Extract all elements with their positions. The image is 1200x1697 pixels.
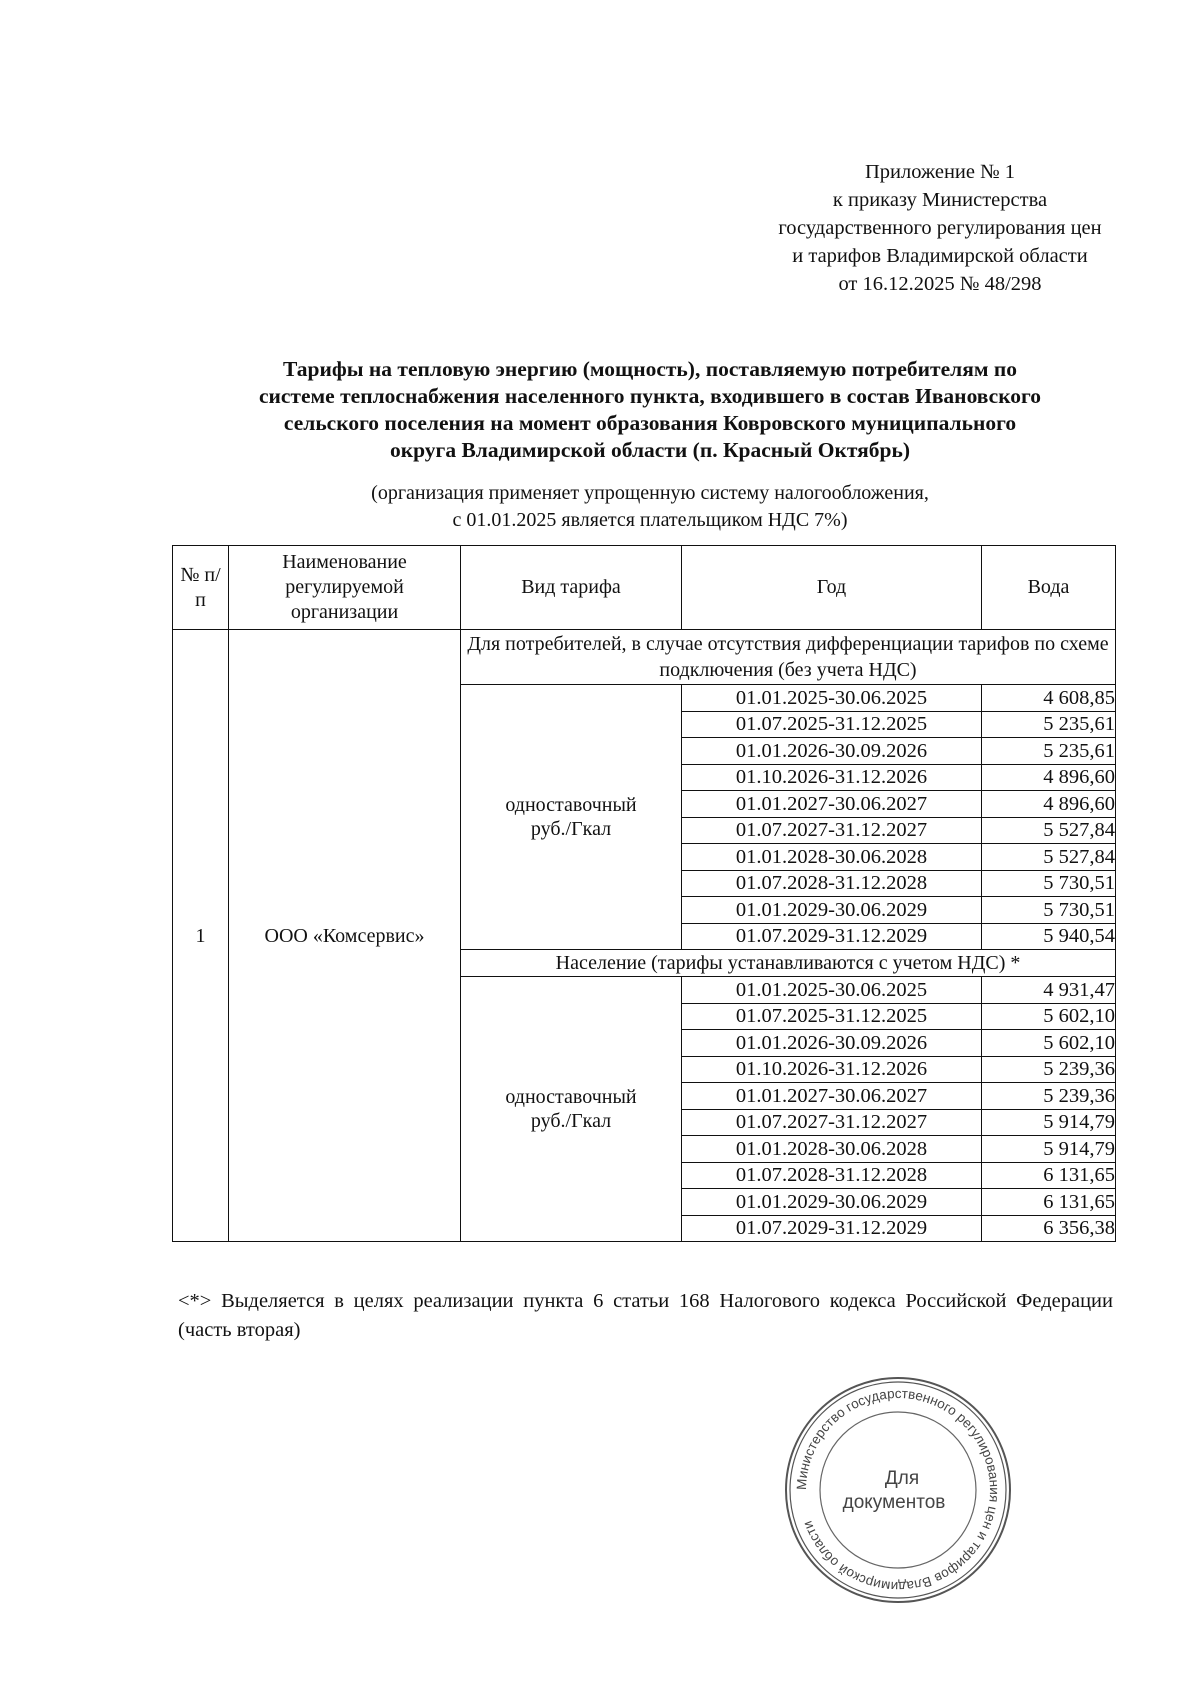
period-cell: 01.01.2026-30.09.2026: [682, 738, 982, 765]
period-cell: 01.01.2029-30.06.2029: [682, 1189, 982, 1216]
period-cell: 01.10.2026-31.12.2026: [682, 1056, 982, 1083]
period-cell: 01.07.2027-31.12.2027: [682, 817, 982, 844]
water-value-cell: 5 602,10: [982, 1003, 1116, 1030]
tariff-unit: руб./Гкал: [530, 818, 612, 840]
period-cell: 01.07.2029-31.12.2029: [682, 923, 982, 950]
appendix-line: к приказу Министерства: [832, 189, 1048, 211]
water-value-cell: 5 239,36: [982, 1056, 1116, 1083]
title-line: сельского поселения на момент образования Ковровского муниципального: [283, 411, 1017, 435]
period-cell: 01.07.2025-31.12.2025: [682, 1003, 982, 1030]
period-cell: 01.07.2028-31.12.2028: [682, 870, 982, 897]
section-heading: Для потребителей, в случае отсутствия дифференциации тарифов по схеме подключения (без учета НДС): [461, 630, 1116, 685]
tariff-type: одноставочный: [505, 1086, 637, 1108]
stamp-center-line: документов: [842, 1492, 946, 1513]
period-cell: 01.07.2028-31.12.2028: [682, 1162, 982, 1189]
table-header-row: [173, 546, 1116, 630]
water-value-cell: 5 730,51: [982, 897, 1116, 924]
period-cell: 01.07.2025-31.12.2025: [682, 711, 982, 738]
header-water: Вода: [982, 546, 1116, 630]
tariff-unit: руб./Гкал: [530, 1110, 612, 1132]
water-value-cell: 5 730,51: [982, 870, 1116, 897]
subtitle-line: с 01.01.2025 является плательщиком НДС 7%): [452, 509, 848, 531]
water-value-cell: 6 131,65: [982, 1189, 1116, 1216]
tariff-type-cell: [461, 977, 682, 1242]
period-cell: 01.01.2028-30.06.2028: [682, 844, 982, 871]
stamp-center-line: Для: [884, 1468, 920, 1489]
period-cell: 01.01.2027-30.06.2027: [682, 1083, 982, 1110]
tariff-type-cell: [461, 685, 682, 950]
row-number: 1: [173, 630, 229, 1242]
section-heading: Население (тарифы устанавливаются с учетом НДС) *: [461, 950, 1116, 977]
tariff-type: одноставочный: [505, 794, 637, 816]
water-value-cell: 5 940,54: [982, 923, 1116, 950]
header-type: Вид тарифа: [461, 546, 682, 630]
official-stamp: [780, 1372, 1016, 1608]
water-value-cell: 6 356,38: [982, 1215, 1116, 1242]
water-value-cell: 5 235,61: [982, 738, 1116, 765]
appendix-line: от 16.12.2025 № 48/298: [838, 273, 1042, 295]
header-year: Год: [682, 546, 982, 630]
water-value-cell: 5 527,84: [982, 817, 1116, 844]
document-title: [150, 356, 1150, 464]
table-body: [173, 630, 1116, 1242]
header-org: Наименование регулируемой организации: [229, 546, 461, 630]
footnote: <*> Выделяется в целях реализации пункта 6 статьи 168 Налогового кодекса Российской Федерации (часть вторая): [178, 1290, 1113, 1341]
document-subtitle: [150, 480, 1150, 534]
stamp-ring-text: Министерство государственного регулирования цен и тарифов Владимирской области: [793, 1385, 1003, 1595]
tariff-table: [172, 545, 1116, 1242]
water-value-cell: 5 235,61: [982, 711, 1116, 738]
period-cell: 01.07.2027-31.12.2027: [682, 1109, 982, 1136]
period-cell: 01.01.2027-30.06.2027: [682, 791, 982, 818]
water-value-cell: 5 239,36: [982, 1083, 1116, 1110]
title-line: округа Владимирской области (п. Красный Октябрь): [390, 438, 910, 462]
period-cell: 01.07.2029-31.12.2029: [682, 1215, 982, 1242]
water-value-cell: 5 914,79: [982, 1136, 1116, 1163]
water-value-cell: 4 931,47: [982, 977, 1116, 1004]
appendix-line: Приложение № 1: [864, 161, 1016, 183]
water-value-cell: 4 608,85: [982, 685, 1116, 712]
water-value-cell: 5 527,84: [982, 844, 1116, 871]
water-value-cell: 5 602,10: [982, 1030, 1116, 1057]
appendix-line: и тарифов Владимирской области: [792, 245, 1088, 267]
water-value-cell: 4 896,60: [982, 764, 1116, 791]
water-value-cell: 5 914,79: [982, 1109, 1116, 1136]
section-heading-row: [173, 630, 1116, 685]
period-cell: 01.01.2025-30.06.2025: [682, 977, 982, 1004]
subtitle-line: (организация применяет упрощенную систему налогообложения,: [371, 482, 929, 504]
period-cell: 01.01.2025-30.06.2025: [682, 685, 982, 712]
organization-name: ООО «Комсервис»: [229, 630, 461, 1242]
appendix-line: государственного регулирования цен: [778, 217, 1102, 239]
period-cell: 01.01.2029-30.06.2029: [682, 897, 982, 924]
appendix-header: [700, 158, 1180, 298]
water-value-cell: 4 896,60: [982, 791, 1116, 818]
period-cell: 01.10.2026-31.12.2026: [682, 764, 982, 791]
period-cell: 01.01.2026-30.09.2026: [682, 1030, 982, 1057]
title-line: системе теплоснабжения населенного пункта, входившего в состав Ивановского: [258, 384, 1042, 408]
water-value-cell: 6 131,65: [982, 1162, 1116, 1189]
period-cell: 01.01.2028-30.06.2028: [682, 1136, 982, 1163]
title-line: Тарифы на тепловую энергию (мощность), поставляемую потребителям по: [282, 357, 1017, 381]
header-num: № п/п: [173, 546, 229, 630]
